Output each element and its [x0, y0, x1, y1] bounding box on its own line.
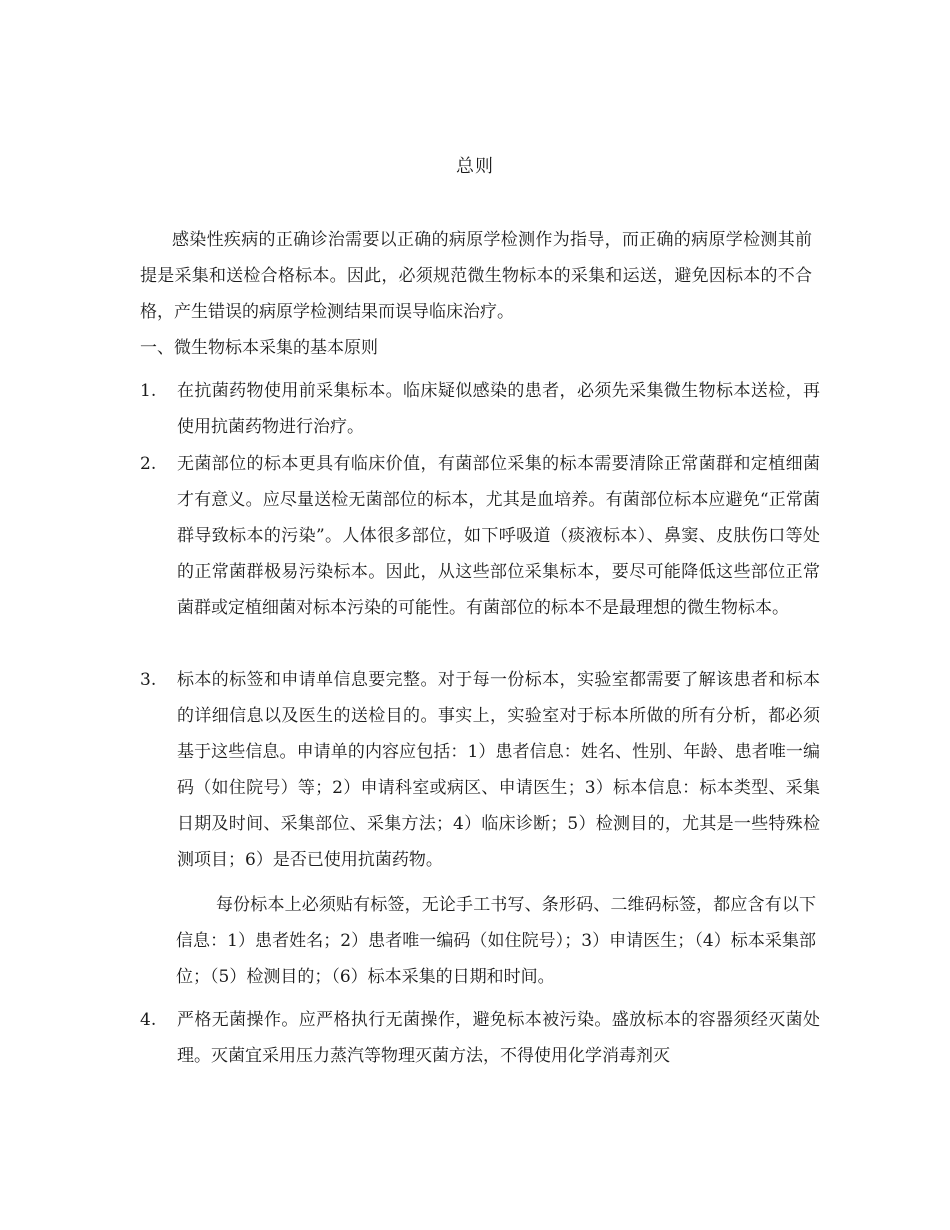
section-heading: 一、微生物标本采集的基本原则 — [140, 338, 378, 358]
list-item-number: 4. — [140, 1010, 157, 1030]
document-title — [0, 155, 950, 179]
list-item — [140, 1002, 820, 1074]
list-item-text: 标本的标签和申请单信息要完整。对于每一份标本，实验室都需要了解该患者和标本的详细信息以及医生的送检目的。事实上，实验室对于标本所做的所有分析，都必须基于这些信息。申请单的内容应包括：1）患者信息：姓名、性别、年龄、患者唯一编码（如住院号）等；2）申请科室或病区、申请医生；3）标本信息：标本类型、采集日期及时间、采集部位、采集方法；4）临床诊断；5）检测目的，尤其是一些特殊检测项目；6）是否已使用抗菌药物。 — [177, 670, 820, 870]
list-item-text: 严格无菌操作。应严格执行无菌操作，避免标本被污染。盛放标本的容器须经灭菌处理。灭菌宜采用压力蒸汽等物理灭菌方法，不得使用化学消毒剂灭 — [177, 1010, 820, 1066]
list-item — [140, 662, 820, 878]
title-text: 总则 — [456, 156, 494, 177]
list-item-number: 2. — [140, 454, 157, 474]
label-note-paragraph: 每份标本上必须贴有标签，无论手工书写、条形码、二维码标签，都应含有以下信息：1）患者姓名；2）患者唯一编码（如住院号）；3）申请医生；（4）标本采集部位；（5）检测目的；（6）标本采集的日期和时间。 — [176, 895, 816, 987]
list-item-text: 无菌部位的标本更具有临床价值，有菌部位采集的标本需要清除正常菌群和定植细菌才有意义。应尽量送检无菌部位的标本，尤其是血培养。有菌部位标本应避免“正常菌群导致标本的污染”。人体很多部位，如下呼吸道（痰液标本）、鼻窦、皮肤伤口等处的正常菌群极易污染标本。因此，从这些部位采集标本，要尽可能降低这些部位正常菌群或定植细菌对标本污染的可能性。有菌部位的标本不是最理想的微生物标本。 — [177, 454, 820, 618]
list-item-number: 1. — [140, 381, 157, 401]
list-item-text: 在抗菌药物使用前采集标本。临床疑似感染的患者，必须先采集微生物标本送检，再使用抗菌药物进行治疗。 — [177, 381, 820, 437]
list-item — [140, 373, 820, 445]
intro-paragraph: 感染性疾病的正确诊治需要以正确的病原学检测作为指导，而正确的病原学检测其前提是采集和送检合格标本。因此，必须规范微生物标本的采集和运送，避免因标本的不合格，产生错误的病原学检测结果而误导临床治疗。 — [140, 230, 812, 322]
list-item-number: 3. — [140, 670, 157, 690]
list-item — [140, 446, 820, 626]
